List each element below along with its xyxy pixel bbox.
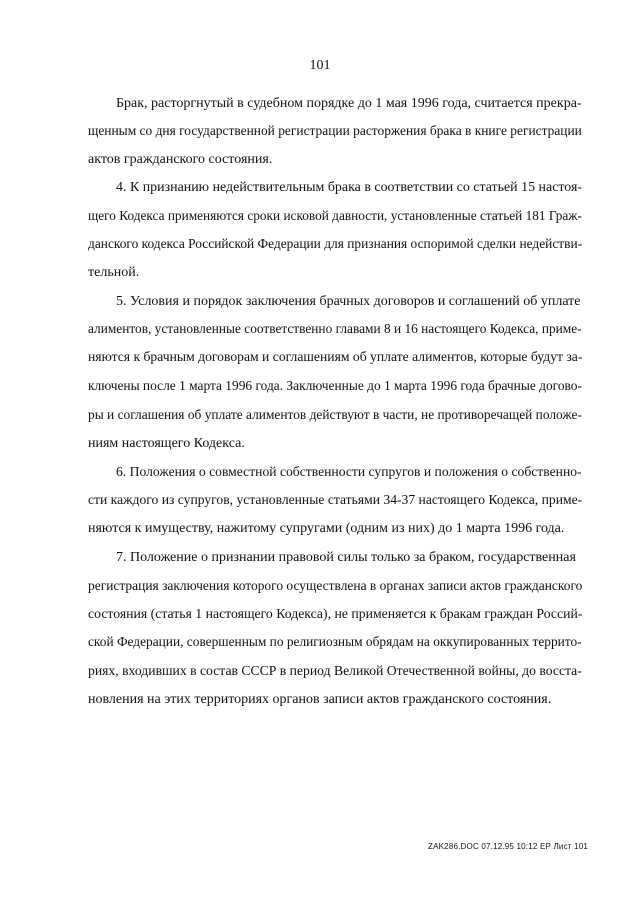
text-line: 7. Положение о признании правовой силы только за браком, государственная [116, 550, 576, 565]
text-line: регистрация заключения которого осуществлена в органах записи актов гражданского [88, 579, 583, 594]
text-line: состояния (статья 1 настоящего Кодекса), не применяется к бракам граждан Россий- [88, 607, 583, 622]
text-line: 5. Условия и порядок заключения брачных договоров и соглашений об уплате [116, 294, 581, 309]
text-line: ры и соглашения об уплате алиментов действуют в части, не противоречащей положе- [88, 408, 582, 423]
text-line: няются к имуществу, нажитому супругами (одним из них) до 1 марта 1996 года. [88, 521, 565, 536]
text-line: данского кодекса Российской Федерации для признания оспоримой сделки недействи- [88, 237, 583, 252]
document-footer: ZAK286.DOC 07.12.95 10:12 ЕР Лист 101 [428, 842, 588, 851]
text-line: ниям настоящего Кодекса. [88, 436, 245, 451]
text-line: сти каждого из супругов, установленные статьями 34-37 настоящего Кодекса, приме- [88, 493, 583, 508]
text-line: ской Федерации, совершенным по религиозным обрядам на оккупированных террито- [88, 635, 582, 650]
text-line: 4. К признанию недействительным брака в соответствии со статьей 15 настоя- [116, 180, 583, 195]
text-line: алиментов, установленные соответственно главами 8 и 16 настоящего Кодекса, приме- [88, 322, 582, 337]
text-line: 6. Положения о совместной собственности супругов и положения о собственно- [116, 465, 582, 480]
text-line: ключены после 1 марта 1996 года. Заключенные до 1 марта 1996 года брачные догово- [88, 379, 582, 394]
text-line: актов гражданского состояния. [88, 152, 273, 167]
text-line: новления на этих территориях органов записи актов гражданского состояния. [88, 692, 552, 707]
text-line: тельной. [88, 265, 140, 280]
text-line: щенным со дня государственной регистрации расторжения брака в книге регистрации [88, 124, 582, 139]
text-line: риях, входивших в состав СССР в период Великой Отечественной войны, до восста- [88, 664, 582, 679]
text-line: Брак, расторгнутый в судебном порядке до 1 мая 1996 года, считается прекра- [116, 96, 582, 111]
text-line: няются к брачным договорам и соглашениям об уплате алиментов, которые будут за- [88, 350, 583, 365]
text-line: щего Кодекса применяются сроки исковой давности, установленные статьей 181 Граж- [88, 209, 582, 224]
page-number: 101 [309, 58, 331, 73]
